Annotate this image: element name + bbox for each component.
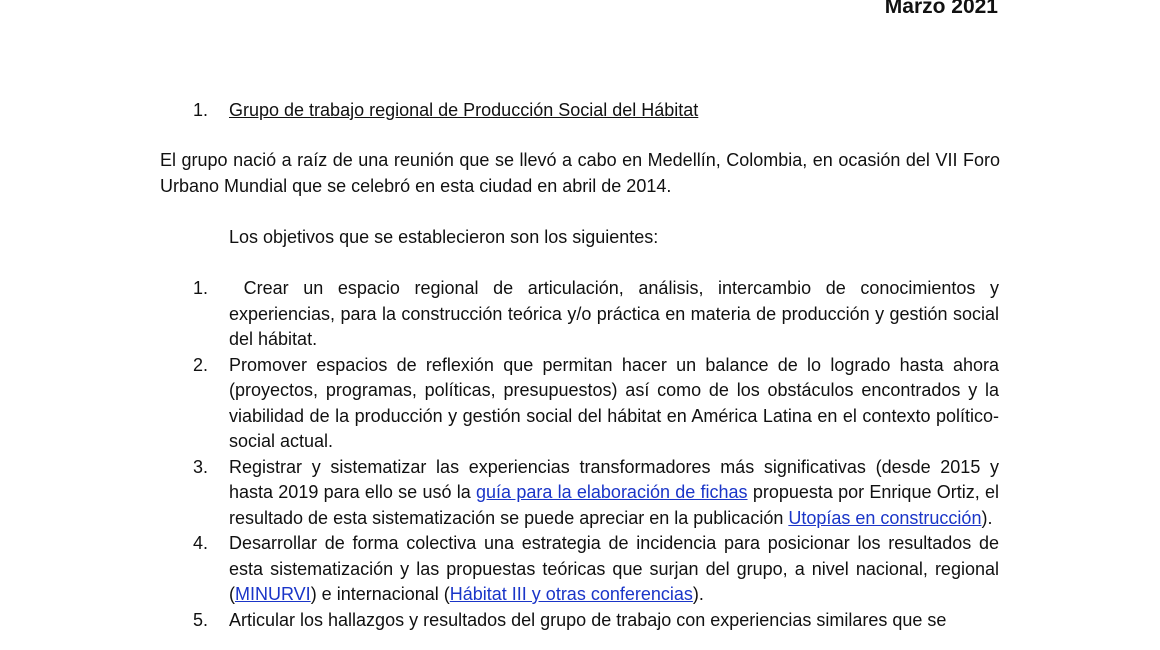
objective-text-part: ). [981, 507, 993, 528]
objective-item-2 [193, 353, 999, 455]
fichas-guide-link[interactable]: guía para la elaboración de fichas [476, 482, 748, 502]
section-title: Grupo de trabajo regional de Producción Social del Hábitat [229, 100, 699, 120]
objectives-intro: Los objetivos que se establecieron son los siguientes: [229, 227, 659, 247]
objective-item-1 [193, 276, 1005, 353]
objective-text-part: propuesta por Enrique Ortiz, el resultado de esta sistematización se puede apreciar en la publicación [229, 482, 999, 528]
objective-number: 4. [193, 533, 209, 553]
objective-item-3 [193, 455, 999, 532]
objective-text [229, 531, 999, 608]
objective-item-4 [193, 531, 999, 608]
section-number: 1. [193, 100, 209, 120]
document-date: Marzo 2021 [884, 0, 998, 18]
objective-text-part: Registrar y sistematizar las experiencias transformadores más significativas (desde 2015 y hasta 2019 para ello se usó la [229, 456, 999, 502]
objective-text: Crear un espacio regional de articulación, análisis, intercambio de conocimientos y experiencias, para la construcción teórica y/o práctica en materia de producción y gestión social del hábitat. [229, 278, 1005, 349]
objective-text-part: ). [692, 584, 704, 604]
objective-item-5 [193, 608, 999, 634]
habitat-iii-link[interactable]: Hábitat III y otras conferencias [449, 584, 693, 604]
objective-number: 5. [193, 609, 209, 630]
utopias-publication-link[interactable]: Utopías en construcción [788, 507, 982, 528]
objective-text-part: Desarrollar de forma colectiva una estrategia de incidencia para posicionar los resultados de esta sistematización y las propuestas teóricas que surjan del grupo, a nivel nacional, regional ( [229, 533, 999, 604]
objectives-list [193, 276, 1005, 633]
objective-text-part: ) e internacional ( [310, 584, 450, 604]
minurvi-link[interactable]: MINURVI [235, 584, 311, 604]
objective-text: Promover espacios de reflexión que permitan hacer un balance de lo logrado hasta ahora (proyectos, programas, políticas, presupuestos) así como de los obstáculos encontrados y la viabilidad de la producción y gestión social del hábitat en América Latina en el contexto político-social actual. [229, 354, 999, 451]
section-heading [193, 98, 999, 122]
objective-text [229, 455, 999, 532]
intro-paragraph: El grupo nació a raíz de una reunión que se llevó a cabo en Medellín, Colombia, en ocasión del VII Foro Urbano Mundial que se celebró en esta ciudad en abril de 2014. [160, 150, 1000, 196]
objective-number: 3. [193, 456, 209, 477]
objective-number: 2. [193, 354, 209, 375]
objective-number: 1. [193, 278, 209, 298]
objective-text: Articular los hallazgos y resultados del grupo de trabajo con experiencias similares que se [229, 609, 947, 630]
